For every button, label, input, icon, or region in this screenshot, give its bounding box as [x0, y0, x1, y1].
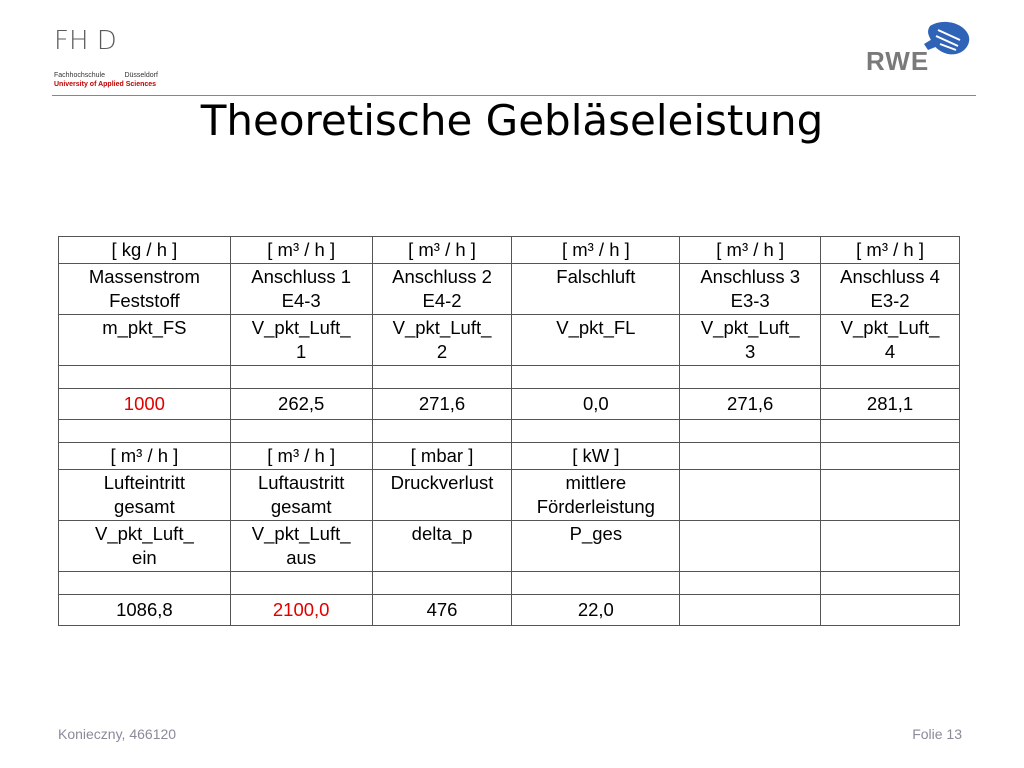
table-cell: Falschluft [512, 264, 680, 315]
table-cell [512, 420, 680, 443]
table-cell: [ mbar ] [372, 443, 512, 470]
table-cell: V_pkt_FL [512, 315, 680, 366]
table-cell [512, 572, 680, 595]
table-cell [512, 366, 680, 389]
table-cell: [ m³ / h ] [230, 237, 372, 264]
table-cell: V_pkt_Luft_ ein [59, 521, 231, 572]
table-row-vars-1 [59, 315, 960, 366]
table-cell: Anschluss 4 E3-2 [821, 264, 960, 315]
table-cell: [ m³ / h ] [372, 237, 512, 264]
table-cell: 271,6 [372, 389, 512, 420]
table-cell: [ m³ / h ] [59, 443, 231, 470]
table-row-units-1 [59, 237, 960, 264]
table-cell: 1086,8 [59, 595, 231, 626]
fhd-logo-line1b: Düsseldorf [124, 72, 158, 79]
table-cell: Luftaustritt gesamt [230, 470, 372, 521]
table-cell [821, 443, 960, 470]
fhd-logo-subtitle [54, 72, 158, 79]
table-cell [821, 470, 960, 521]
table-cell: 281,1 [821, 389, 960, 420]
table-cell: Anschluss 3 E3-3 [680, 264, 821, 315]
table-cell: [ kg / h ] [59, 237, 231, 264]
table-cell: Anschluss 1 E4-3 [230, 264, 372, 315]
table-cell [230, 366, 372, 389]
fhd-logo: FH D [54, 26, 117, 56]
footer-author: Konieczny, 466120 [58, 726, 177, 742]
table-cell [821, 420, 960, 443]
table-cell: V_pkt_Luft_ aus [230, 521, 372, 572]
rwe-brand-text: RWE [866, 46, 930, 76]
table-cell [680, 572, 821, 595]
table-cell: 262,5 [230, 389, 372, 420]
table-row-names-1 [59, 264, 960, 315]
table-cell: 271,6 [680, 389, 821, 420]
table-cell: [ m³ / h ] [821, 237, 960, 264]
table-cell [821, 595, 960, 626]
table-row-names-2 [59, 470, 960, 521]
table-cell [372, 420, 512, 443]
table-cell: m_pkt_FS [59, 315, 231, 366]
slide-title: Theoretische Gebläseleistung [200, 96, 824, 145]
table-cell [821, 521, 960, 572]
table-row-vars-2 [59, 521, 960, 572]
table-cell: [ kW ] [512, 443, 680, 470]
table-cell: V_pkt_Luft_ 4 [821, 315, 960, 366]
table-cell: 0,0 [512, 389, 680, 420]
blower-data-table [58, 236, 960, 626]
table-row-values-1 [59, 389, 960, 420]
table-cell [59, 572, 231, 595]
table-cell: [ m³ / h ] [680, 237, 821, 264]
table-cell [372, 572, 512, 595]
table-row-blank [59, 366, 960, 389]
table-cell [680, 366, 821, 389]
table-cell [59, 366, 231, 389]
table-cell [821, 572, 960, 595]
table-cell: [ m³ / h ] [230, 443, 372, 470]
table-cell [680, 420, 821, 443]
table-cell: V_pkt_Luft_ 2 [372, 315, 512, 366]
table-cell [59, 420, 231, 443]
table-row-blank [59, 420, 960, 443]
table-cell-highlight: 2100,0 [230, 595, 372, 626]
table-cell: Druckverlust [372, 470, 512, 521]
table-cell: P_ges [512, 521, 680, 572]
table-cell: Massenstrom Feststoff [59, 264, 231, 315]
table-cell: delta_p [372, 521, 512, 572]
table-cell: Anschluss 2 E4-2 [372, 264, 512, 315]
table-row-blank [59, 572, 960, 595]
table-cell [680, 595, 821, 626]
table-cell: 476 [372, 595, 512, 626]
table-cell [680, 443, 821, 470]
table-cell: mittlere Förderleistung [512, 470, 680, 521]
table-cell: Lufteintritt gesamt [59, 470, 231, 521]
fhd-logo-line1a: Fachhochschule [54, 72, 105, 79]
table-cell [821, 366, 960, 389]
table-cell: [ m³ / h ] [512, 237, 680, 264]
table-row-values-2 [59, 595, 960, 626]
table-cell [680, 470, 821, 521]
slide-number: Folie 13 [912, 726, 962, 742]
table-cell: V_pkt_Luft_ 1 [230, 315, 372, 366]
table-row-units-2 [59, 443, 960, 470]
table-cell: V_pkt_Luft_ 3 [680, 315, 821, 366]
fhd-logo-university: University of Applied Sciences [54, 81, 157, 88]
table-cell: 22,0 [512, 595, 680, 626]
table-cell [680, 521, 821, 572]
table-cell [230, 420, 372, 443]
table-cell [372, 366, 512, 389]
table-cell [230, 572, 372, 595]
table-cell-highlight: 1000 [59, 389, 231, 420]
